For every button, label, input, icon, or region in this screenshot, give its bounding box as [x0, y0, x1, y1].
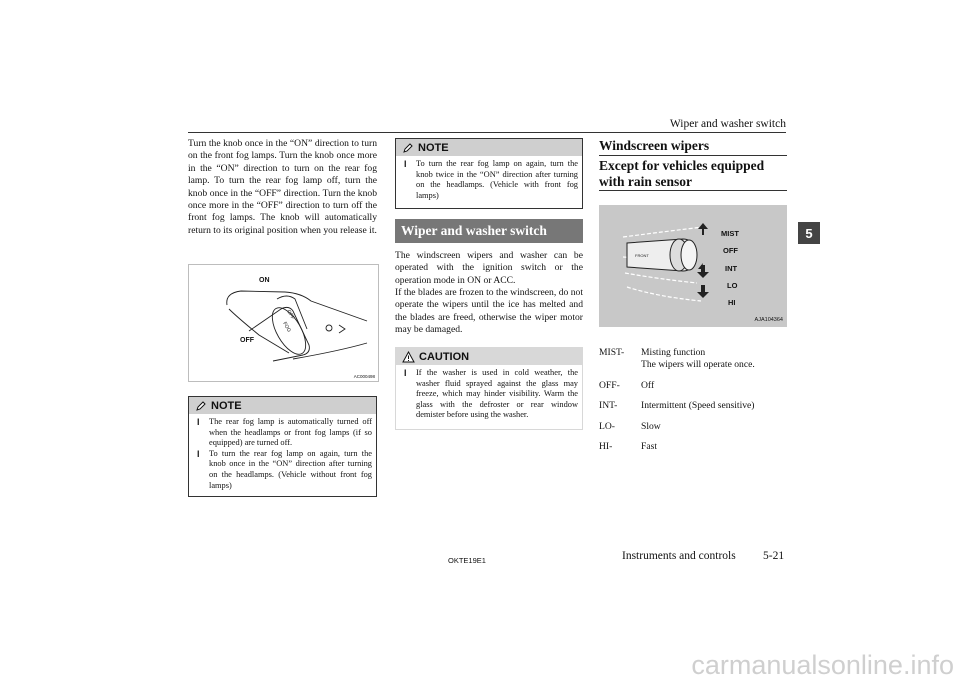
note-box-rear-fog — [395, 138, 583, 209]
header-rule — [188, 132, 786, 133]
figure-code: AC000498 — [353, 374, 375, 379]
subheading-rain-sensor: Except for vehicles equipped with rain sensor — [599, 158, 787, 191]
mode-row-lo: LO- Slow — [599, 420, 661, 432]
fog-lamp-switch-illustration — [189, 265, 378, 381]
note-pencil-icon — [195, 400, 207, 412]
section-tab: 5 — [798, 222, 820, 244]
figure-label-off: OFF — [240, 337, 254, 344]
svg-text:FRONT: FRONT — [635, 253, 649, 258]
note-item: l The rear fog lamp is automatically turned off when the headlamps or front fog lamps (if so equipped) are turned off. — [197, 417, 372, 448]
wiper-label-int: INT — [725, 264, 738, 273]
section-title-bar: Wiper and washer switch — [395, 219, 583, 243]
svg-text:FOG: FOG — [281, 321, 292, 334]
wiper-figure-code: AJA104364 — [754, 317, 783, 323]
wiper-label-lo: LO — [727, 281, 738, 290]
caution-box — [395, 347, 583, 430]
fog-lamp-switch-figure — [188, 264, 379, 382]
note-pencil-icon — [402, 142, 414, 154]
mode-row-mist: MIST- Misting function The wipers will operate once. — [599, 347, 755, 371]
svg-text:OFF: OFF — [285, 309, 296, 321]
note-box-fog-lamp — [188, 396, 377, 497]
wiper-label-off: OFF — [723, 246, 738, 255]
warning-triangle-icon — [402, 351, 415, 363]
note-item: l To turn the rear fog lamp on again, turn the knob once in the “ON” direction after turning on the headlamps. (Vehicle without front fog lamps) — [197, 448, 372, 490]
frozen-blades-paragraph: If the blades are frozen to the windscreen, do not operate the wipers until the ice has melted and the blades are freed, otherwise the wiper motor may be damaged. — [395, 287, 583, 336]
watermark-text: carmanualsonline.info — [691, 650, 954, 680]
wiper-label-hi: HI — [728, 298, 736, 307]
mode-row-hi: HI- Fast — [599, 441, 657, 453]
caution-item: l If the washer is used in cold weather, the washer fluid sprayed against the glass may freeze, which may hinder visibility. Warm the glass with the defroster or rear window demister before using the washer. — [404, 368, 578, 420]
fog-lamp-paragraph: Turn the knob once in the “ON” direction to turn on the front fog lamps. Turn the knob once more in the “ON” direction to turn on the rear fog lamp. To turn the rear fog lamp off, turn the knob once in the “OFF” direction. Turn the knob once more in the “OFF” direction to turn off the front fog lamps. The knob will automatically return to its original position when you release it. — [188, 138, 377, 236]
mode-row-off: OFF- Off — [599, 379, 655, 391]
figure-label-on: ON — [259, 277, 270, 284]
note-heading: NOTE — [396, 139, 582, 156]
windscreen-wipers-heading: Windscreen wipers — [599, 138, 787, 156]
footer-page-number: 5-21 — [763, 550, 785, 562]
wiper-intro-paragraph: The windscreen wipers and washer can be operated with the ignition switch or the operation mode in ON or ACC. — [395, 250, 583, 286]
note-item: l To turn the rear fog lamp on again, turn the knob twice in the “ON” direction after turning on the headlamps. (Vehicle with front fog lamps) — [404, 159, 578, 200]
note-heading: NOTE — [189, 397, 376, 414]
wiper-modes-list — [599, 347, 787, 453]
footer-document-code: OKTE19E1 — [448, 556, 486, 565]
running-header-title: Wiper and washer switch — [669, 118, 786, 130]
wiper-switch-illustration — [599, 205, 787, 327]
caution-heading: CAUTION — [396, 348, 582, 365]
wiper-label-mist: MIST — [721, 229, 739, 238]
mode-row-int: INT- Intermittent (Speed sensitive) — [599, 400, 755, 412]
wiper-switch-figure — [599, 205, 787, 327]
footer-section-name: Instruments and controls — [622, 550, 736, 562]
